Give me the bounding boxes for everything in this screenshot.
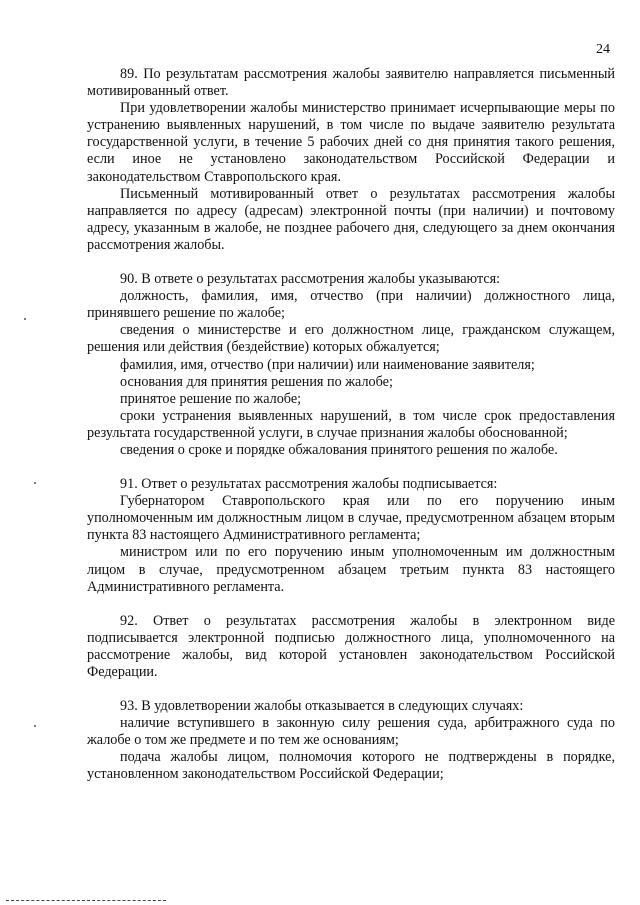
page-number: 24 [596, 42, 610, 57]
paragraph-90-applicant: фамилия, имя, отчество (при наличии) или наименование заявителя; [120, 356, 535, 373]
paragraph-91: 91. Ответ о результатах рассмотрения жалобы подписывается: [120, 476, 498, 493]
paragraph-89: 89. По результатам рассмотрения жалобы заявителю направляется письменный мотивированный ответ. [87, 66, 615, 100]
paragraph-93-court: наличие вступившего в законную силу решения суда, арбитражного суда по жалобе о том же предмете и по тем же основаниям; [87, 715, 615, 749]
paragraph-89-delivery: Письменный мотивированный ответ о результатах рассмотрения жалобы направляется по адресу (адресам) электронной почты (при наличии) и почтовому адресу, указанным в жалобе, не позднее рабочего дня, следующего за днем окончания рассмотрения жалобы. [87, 185, 615, 253]
paragraph-90: 90. В ответе о результатах рассмотрения жалобы указываются: [120, 271, 501, 288]
document-body [87, 66, 615, 784]
paragraph-90-terms: сроки устранения выявленных нарушений, в том числе срок предоставления результата государственной услуги, в случае признания жалобы обоснованной; [87, 407, 615, 441]
paragraph-93-authority: подача жалобы лицом, полномочия которого не подтверждены в порядке, установленном законодательством Российской Федерации; [87, 749, 615, 783]
paragraph-92: 92. Ответ о результатах рассмотрения жалобы в электронном виде подписывается электронной подписью должностного лица, уполномоченного на рассмотрение жалобы, вид которой установлен законодательством Российской Федерации. [87, 612, 615, 680]
paragraph-90-ministry: сведения о министерстве и его должностном лице, гражданском служащем, решения или действия (бездействие) которых обжалуется; [87, 322, 615, 356]
paragraph-90-grounds: основания для принятия решения по жалобе; [120, 373, 393, 390]
paragraph-93: 93. В удовлетворении жалобы отказывается в следующих случаях: [120, 698, 524, 715]
paragraph-90-decision: принятое решение по жалобе; [120, 390, 302, 407]
paragraph-91-governor: Губернатором Ставропольского края или по его поручению иным уполномоченным им должностным лицом в случае, предусмотренном абзацем вторым пункта 83 настоящего Административного регламента; [87, 493, 615, 544]
paragraph-90-appeal: сведения о сроке и порядке обжалования принятого решения по жалобе. [120, 441, 558, 458]
footer-divider [6, 900, 166, 901]
paragraph-90-official: должность, фамилия, имя, отчество (при наличии) должностного лица, принявшего решение по жалобе; [87, 288, 615, 322]
paragraph-89-remedy: При удовлетворении жалобы министерство принимает исчерпывающие меры по устранению выявленных нарушений, в том числе по выдаче заявителю результата государственной услуги, в течение 5 рабочих дней со дня принятия такого решения, если иное не установлено законодательством Российской Федерации и законодательством Ставропольского края. [87, 100, 615, 185]
paragraph-91-minister: министром или по его поручению иным уполномоченным им должностным лицом в случае, предусмотренном абзацем третьим пункта 83 настоящего Административного регламента. [87, 544, 615, 595]
